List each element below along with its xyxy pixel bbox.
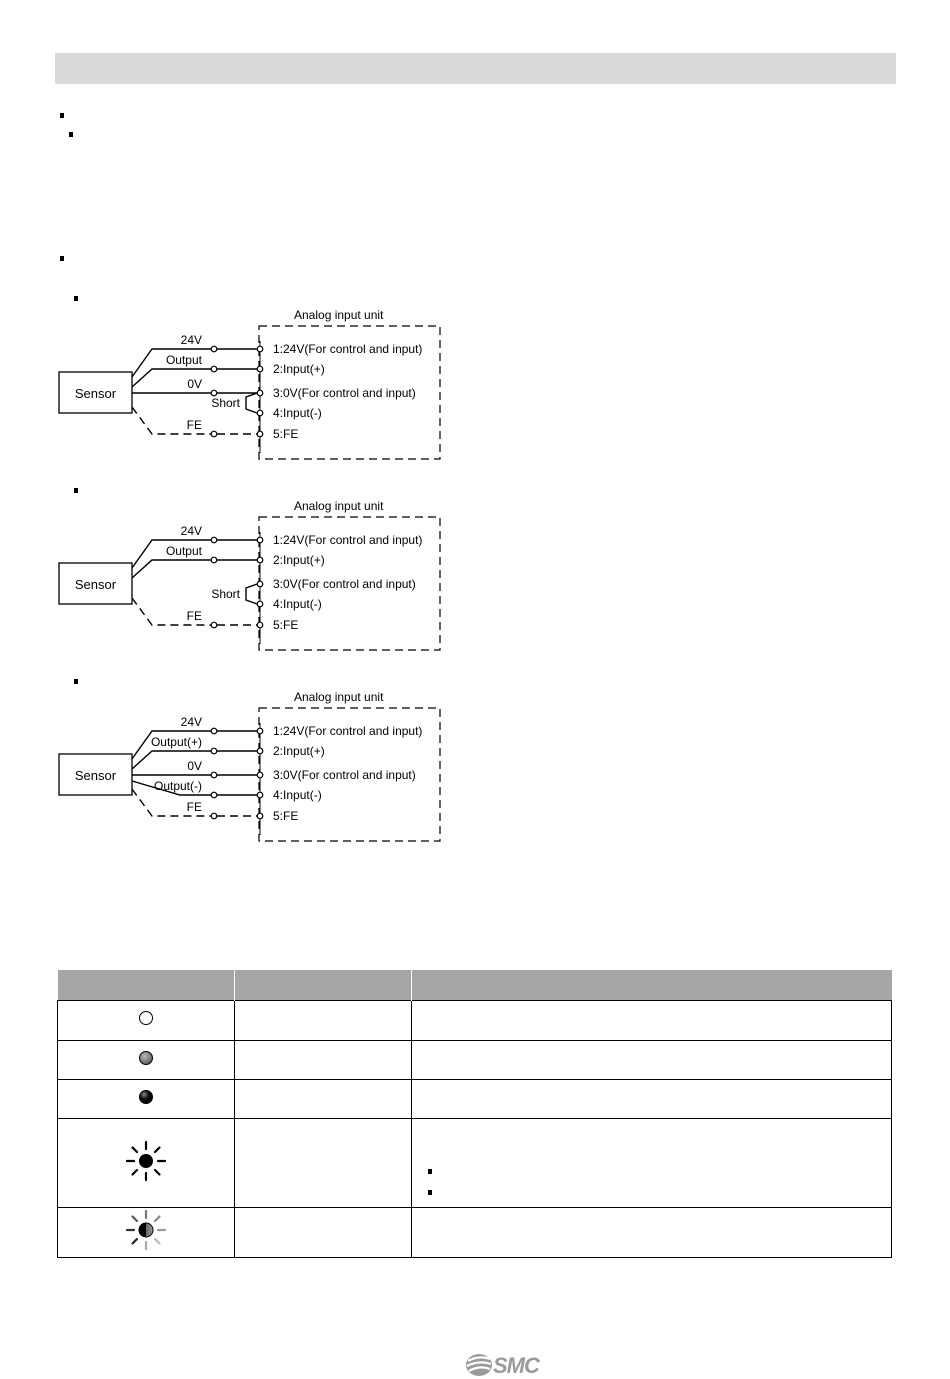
terminal-point: [257, 728, 263, 734]
wire-label: 24V: [180, 715, 202, 729]
wire-end: [211, 813, 217, 819]
wire-label: 24V: [180, 333, 202, 347]
wire-line: [132, 560, 214, 578]
wire-label: Output(+): [150, 735, 202, 749]
indicator-cell: [58, 1119, 235, 1208]
terminal-label: 1:24V(For control and input): [273, 724, 423, 738]
terminal-point: [257, 792, 263, 798]
bullet-marker: [74, 296, 78, 301]
wiring-diagram-1: [50, 305, 450, 485]
indicator-cell: [58, 1001, 235, 1041]
led-off-icon: [136, 1008, 156, 1028]
table-row: [58, 1119, 892, 1208]
short-jumper: [246, 584, 257, 604]
wire-label: 0V: [187, 377, 202, 391]
unit-title: Analog input unit: [294, 499, 384, 513]
wire-label: Output: [165, 353, 202, 367]
bullet-marker: [60, 113, 64, 118]
short-label: Short: [211, 396, 240, 410]
wire-end: [211, 748, 217, 754]
terminal-point: [257, 813, 263, 819]
sensor-label: Sensor: [74, 768, 117, 783]
table-cell: [235, 1041, 412, 1080]
bullet-marker: [74, 488, 78, 493]
bullet-marker: [74, 679, 78, 684]
table-row: [58, 1001, 892, 1041]
indicator-cell: [58, 1041, 235, 1080]
terminal-label: 3:0V(For control and input): [273, 768, 416, 782]
short-jumper: [246, 393, 257, 413]
table-cell: [412, 1041, 892, 1080]
wire-label: FE: [186, 800, 202, 814]
terminal-point: [257, 622, 263, 628]
terminal-label: 3:0V(For control and input): [273, 577, 416, 591]
table-header-cell: [58, 970, 235, 1001]
wire-label: FE: [186, 418, 202, 432]
terminal-point: [257, 772, 263, 778]
wiring-diagram-3: [50, 687, 450, 867]
led-flashing-partial-icon: [124, 1208, 168, 1252]
sensor-label: Sensor: [74, 386, 117, 401]
wire-end: [211, 772, 217, 778]
terminal-label: 2:Input(+): [273, 553, 325, 567]
terminal-point: [257, 601, 263, 607]
short-label: Short: [211, 587, 240, 601]
wire-label: FE: [186, 609, 202, 623]
table-cell: [235, 1208, 412, 1258]
indicator-cell: [58, 1080, 235, 1119]
terminal-label: 3:0V(For control and input): [273, 386, 416, 400]
wire-end: [211, 557, 217, 563]
bullet-marker: [69, 132, 73, 137]
table-row: [58, 1041, 892, 1080]
table-cell: [235, 1080, 412, 1119]
terminal-label: 2:Input(+): [273, 744, 325, 758]
indicator-cell: [58, 1208, 235, 1258]
table-header-row: [58, 970, 892, 1001]
table-cell: [412, 1208, 892, 1258]
terminal-point: [257, 748, 263, 754]
bullet-marker: [428, 1190, 432, 1195]
wire-label: 24V: [180, 524, 202, 538]
terminal-point: [257, 557, 263, 563]
table-cell: [412, 1001, 892, 1041]
table-cell: [412, 1080, 892, 1119]
terminal-label: 2:Input(+): [273, 362, 325, 376]
terminal-label: 4:Input(-): [273, 406, 322, 420]
svg-text:SMC: SMC: [493, 1353, 539, 1378]
unit-title: Analog input unit: [294, 690, 384, 704]
unit-title: Analog input unit: [294, 308, 384, 322]
terminal-point: [257, 390, 263, 396]
wire-end: [211, 792, 217, 798]
terminal-label: 5:FE: [273, 809, 299, 823]
terminal-point: [257, 537, 263, 543]
smc-logo: [465, 1351, 550, 1379]
led-grey-icon: [136, 1048, 156, 1068]
terminal-label: 1:24V(For control and input): [273, 533, 423, 547]
terminal-label: 5:FE: [273, 618, 299, 632]
bullet-marker: [428, 1169, 432, 1174]
terminal-label: 5:FE: [273, 427, 299, 441]
wire-end: [211, 537, 217, 543]
wire-label: 0V: [187, 759, 202, 773]
section-header-bar: [55, 53, 896, 84]
wire-end: [211, 622, 217, 628]
table-cell: [235, 1001, 412, 1041]
led-on-icon: [136, 1087, 156, 1107]
wiring-diagram-2: [50, 496, 450, 676]
terminal-label: 1:24V(For control and input): [273, 342, 423, 356]
table-row: [58, 1208, 892, 1258]
terminal-point: [257, 410, 263, 416]
wire-end: [211, 366, 217, 372]
wire-end: [211, 390, 217, 396]
led-flashing-icon: [124, 1139, 168, 1183]
terminal-point: [257, 431, 263, 437]
table-cell: [412, 1119, 892, 1208]
table-row: [58, 1080, 892, 1119]
table-cell: [235, 1119, 412, 1208]
bullet-marker: [60, 256, 64, 261]
terminal-label: 4:Input(-): [273, 788, 322, 802]
wire-end: [211, 728, 217, 734]
wire-end: [211, 431, 217, 437]
table-header-cell: [235, 970, 412, 1001]
wire-label: Output(-): [153, 779, 202, 793]
terminal-point: [257, 366, 263, 372]
terminal-point: [257, 581, 263, 587]
terminal-point: [257, 346, 263, 352]
sensor-label: Sensor: [74, 577, 117, 592]
wire-label: Output: [165, 544, 202, 558]
table-header-cell: [412, 970, 892, 1001]
led-indicator-table: [57, 970, 892, 1258]
wire-end: [211, 346, 217, 352]
terminal-label: 4:Input(-): [273, 597, 322, 611]
